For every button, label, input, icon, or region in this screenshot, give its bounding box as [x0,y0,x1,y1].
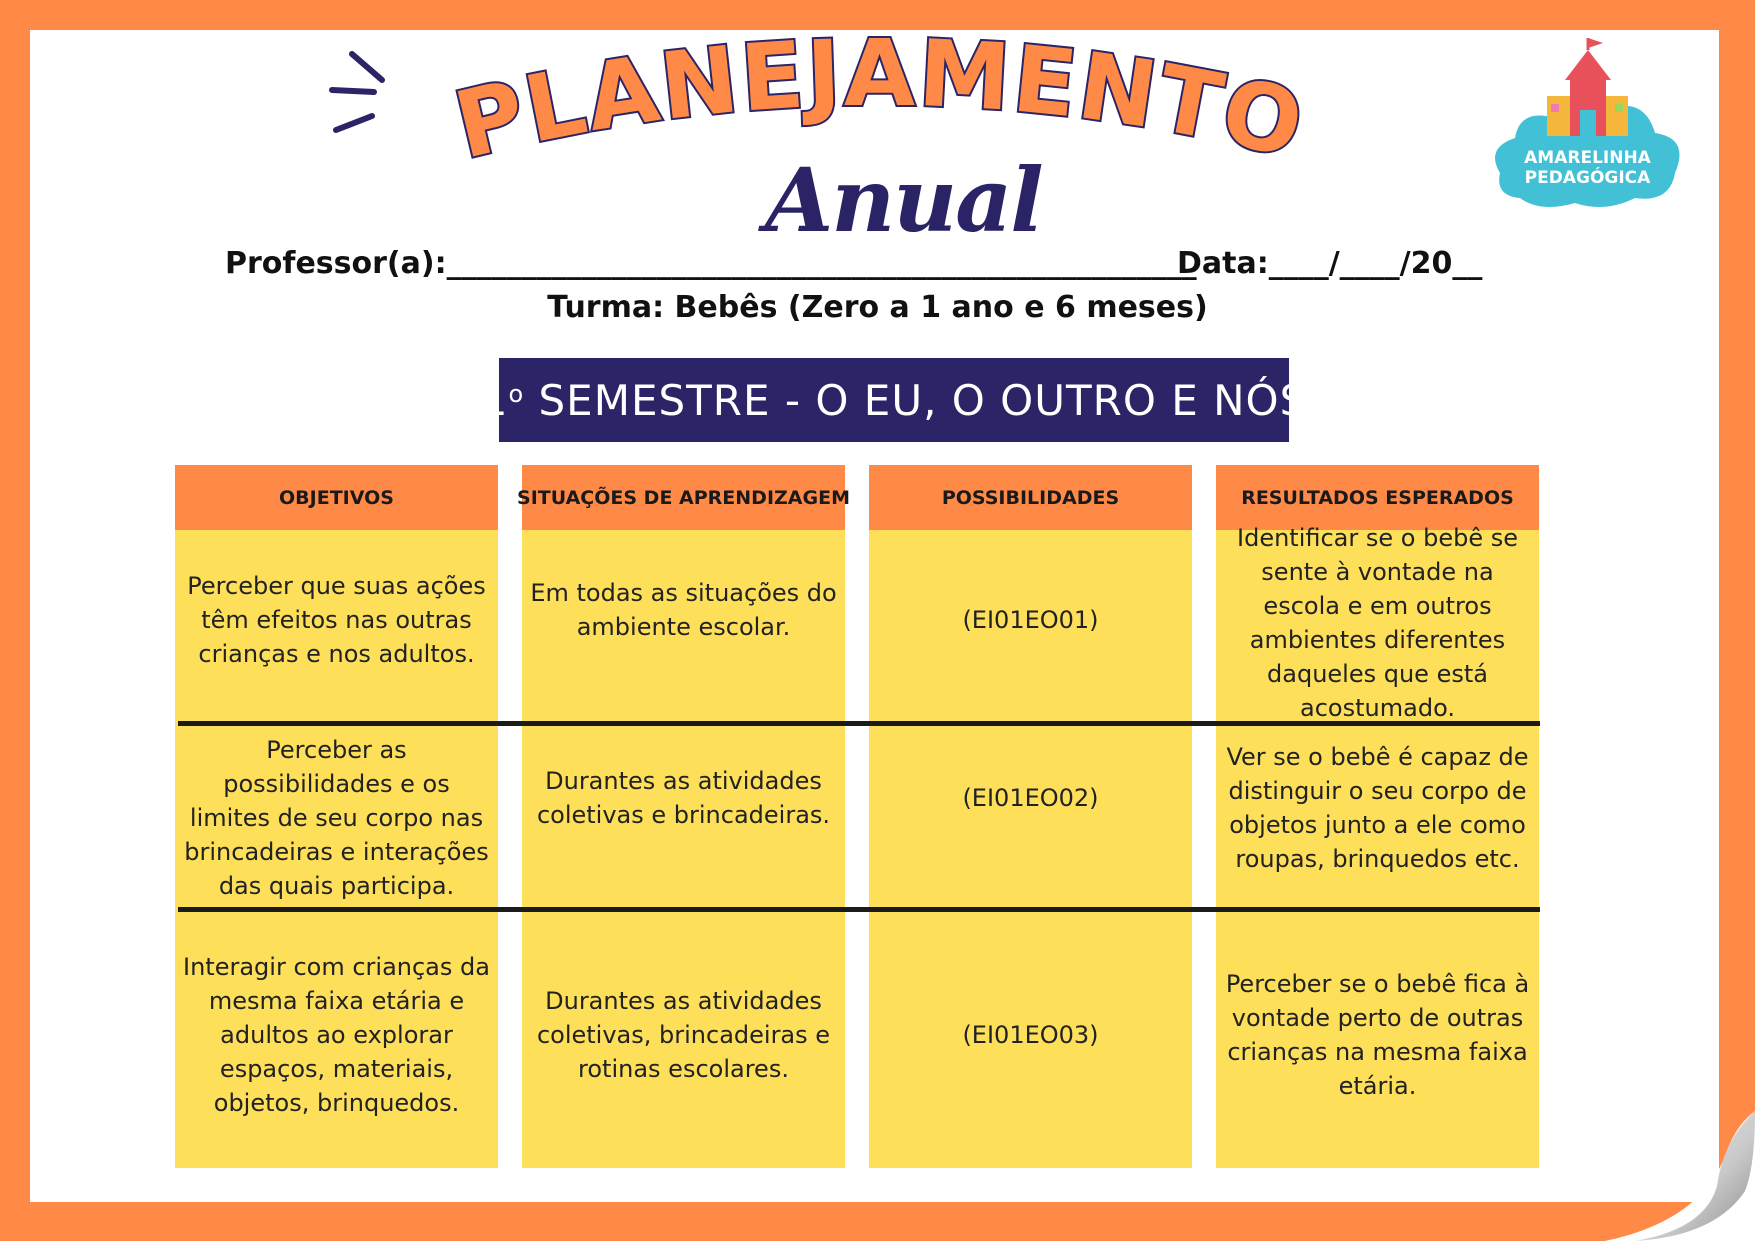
cell-text: Identificar se o bebê se sente à vontade na escola e em outros ambientes diferentes daqueles que está acostumado. [1237,523,1518,722]
column-objetivos [175,465,498,1168]
cell-text: (EI01EO03) [962,1021,1099,1049]
cell-text: Durantes as atividades coletivas e brincadeiras. [536,767,831,829]
row-divider [178,721,1540,726]
column-resultados [1216,465,1539,1168]
semester-banner [480,358,1308,442]
column-header: RESULTADOS ESPERADOS [1216,465,1539,530]
column-header: OBJETIVOS [175,465,498,530]
table-cell [1216,523,1539,722]
semester-title: SEMESTRE - O EU, O OUTRO E NÓS [524,375,1308,425]
page-subtitle: Anual [765,148,1042,252]
class-label: Turma: Bebês (Zero a 1 ano e 6 meses) [547,290,1208,325]
column-header: POSSIBILIDADES [869,465,1192,530]
cell-text: Perceber que suas ações têm efeitos nas outras crianças e nos adultos. [187,572,486,668]
table-cell [869,920,1192,1150]
castle-cloud-icon [1485,38,1690,218]
table-cell [869,545,1192,695]
cell-text: Perceber se o bebê fica à vontade perto de outras crianças na mesma faixa etária. [1225,970,1530,1100]
column-situacoes [517,465,850,1168]
cell-text: Durantes as atividades coletivas, brincadeiras e rotinas escolares. [536,987,831,1083]
logo-line-2: PEDAGÓGICA [1524,168,1651,188]
table-cell [175,545,498,695]
brand-logo [1485,38,1690,218]
page-curl-icon [1605,1111,1755,1241]
semester-ordinal: 1 [480,375,509,425]
semester-ordinal-sup: o [508,380,525,408]
date-field: Data:____/____/20__ [1177,246,1483,281]
sparkle-decoration-icon [322,48,392,138]
table-cell [175,733,498,903]
table-cell [1216,920,1539,1150]
column-possibilidades [869,465,1192,1168]
row-divider [178,907,1540,912]
table-cell [522,920,845,1150]
professor-field: Professor(a):__________________________________________________ [225,246,1197,281]
cell-text: Perceber as possibilidades e os limites de seu corpo nas brincadeiras e interações das quais participa. [184,736,489,900]
table-cell [869,733,1192,863]
title-main-text: PLANEJAMENTO [445,30,1315,180]
cell-text: Interagir com crianças da mesma faixa etária e adultos ao explorar espaços, materiais, objetos, brinquedos. [183,953,490,1117]
table-cell [1216,733,1539,883]
table-cell [175,920,498,1150]
column-header: SITUAÇÕES DE APRENDIZAGEM [522,465,845,530]
logo-line-1: AMARELINHA [1524,148,1651,168]
cell-text: (EI01EO01) [962,606,1099,634]
cell-text: Ver se o bebê é capaz de distinguir o seu corpo de objetos junto a ele como roupas, brinquedos etc. [1226,743,1529,873]
table-cell [522,733,845,863]
table-cell [522,545,845,675]
cell-text: (EI01EO02) [962,784,1099,812]
cell-text: Em todas as situações do ambiente escolar. [530,579,837,641]
